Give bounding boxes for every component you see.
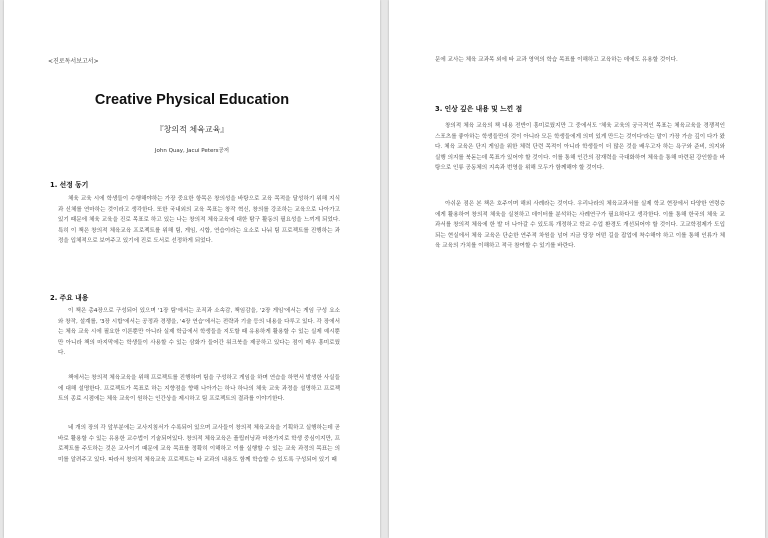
paragraph: 창의적 체육 교육의 책 내용 전반이 흥미로웠지만 그 중에서도 '체육 교육의 궁극적인 목표는 체육교육을 경쟁적인 스포츠를 좋아하는 학생들만의 것이 아니라 모든 학생들에게 의미 있게 만드는 것이다'라는 말이 가장 가슴 깊이 다가 왔다. 체육 교육은 단지 게임을 위한 체력 단련 목적이 아니라 학생들이 더 많은 것을 배우고자 하는 욕구와 준비, 의지와 실행 의지를 북돋는데 목표가 있어야 할 것이다. 이를 통해 인간의 잠재력을 극대화하여 체육을 통해 마련된 강인함을 바탕으로 인류 공동체의 지속과 번영을 위해 모두가 함께해야 할 것이다. bbox=[435, 123, 725, 172]
book-subtitle: 『창의적 체육교육』 bbox=[155, 125, 229, 134]
document-type-label: <진로독서보고서> bbox=[48, 58, 99, 65]
section-heading-impressions: 3. 인상 깊은 내용 및 느낀 점 bbox=[435, 105, 523, 113]
paragraph: 아쉬운 점은 본 책은 호주이며 해외 사례라는 것이다. 우리나라의 체육교과서를 실제 학교 현장에서 다양한 연령층에게 활용하여 창의적 체육을 실천하고 데이터를 분석하는 사례연구가 필요하다고 생각한다. 이를 통해 한국의 체육 교과서를 창의적 체육에 한 발 더 나아갈 수 있도록 개정하고 학교 수업 환경도 개선되어야 할 것이다. 고교학점제가 도입되는 현실에서 체육 교육은 단순한 연주적 차원을 넘어 지금 당장 어떤 길을 잡업에 착수해야 하고 이를 통해 인류가 체육 교육의 가치를 이해하고 적극 참여할 수 있기를 바란다. bbox=[435, 201, 725, 250]
section-heading-motivation: 1. 선정 동기 bbox=[50, 181, 89, 189]
section-heading-main-content: 2. 주요 내용 bbox=[50, 294, 89, 302]
paragraph: 책에서는 창의적 체육교육을 위해 프로젝트를 진행하며 팀을 구성하고 게임을 하며 연습을 하면서 발생한 사실들에 대해 설명한다. 프로젝트가 목표로 하는 지향점을 향해 나아가는 하나 하나의 체육 교육 과정을 설명하고 프로젝트의 종료 시점에는 체육 교육이 원하는 인간상을 제시하고 팀 프로젝트의 결과를 이야기한다. bbox=[58, 375, 340, 403]
document-page-right bbox=[389, 0, 765, 538]
paragraph: 체육 교육 시에 학생들이 수행해야하는 가장 중요한 항목은 창의성을 바탕으로 교육 목적을 달성하기 위해 지식과 신체를 연마하는 것이라고 생각한다. 또한 국내외의 교육 목표는 창작 혁신, 창의를 강조하는 교육으로 나아가고 있기 때문에 체육 교육을 진로 목표로 하고 있는 나는 창의적 체육교육에 대한 탐구 활동의 필요성을 느끼게 되었다. 특히 이 책은 창의적 체육교육 프로젝트를 위해 팀, 게임, 시합, 연습이라는 요소로 나눠 팀 프로젝트를 진행하는 과정을 입체적으로 보여주고 있기에 진로 도서로 선정하게 되었다. bbox=[58, 196, 340, 245]
paragraph-continuation: 문에 교사는 체육 교과목 외에 타 교과 영역의 학습 목표를 이해하고 교육하는 데에도 유용할 것이다. bbox=[435, 57, 678, 63]
paragraph: 이 책은 총4장으로 구성되어 있으며 '1장 팀'에서는 조직과 소속감, 책임감을, '2장 게임'에서는 게임 구성 요소와 창작, 설계를, '3장 시합'에서는 공정과 경쟁을, '4장 연습'에서는 전략과 기술 등의 내용을 다루고 있다. 각 장에서는 체육 교육 시에 필요한 이론뿐만 아니라 실제 학급에서 학생들을 지도할 때 유용하게 활용할 수 있는 실제 예시뿐만 아니라 책의 마지막에는 학생들이 사용할 수 있는 삼화가 들어간 워크북을 제공하고 있다는 점이 매우 흥미로웠다. bbox=[58, 308, 340, 357]
book-title: Creative Physical Education bbox=[94, 92, 290, 108]
document-page-left bbox=[4, 0, 380, 538]
paragraph: 네 개의 장의 각 앞부분에는 교사지침서가 수록되어 있으며 교사들이 창의적 체육교육을 기획하고 실행하는데 곧 바로 활용할 수 있는 유용한 교수법이 기술되어있다. 창의적 체육교육은 플립러닝과 마찬가지로 학생 중심이지만, 프로젝트를 주도하는 것은 교사이기 때문에 교육 목표를 정확히 이해하고 이를 실행할 수 있는 교육 과정의 목표는 의미를 알려주고 있다. 따라서 창의적 체육교육 프로젝트는 타 교과의 내용도 함께 학습할 수 있도록 구성되어 있기 때 bbox=[58, 425, 340, 463]
book-author: John Quay, Jacui Peters공저 bbox=[154, 148, 230, 154]
